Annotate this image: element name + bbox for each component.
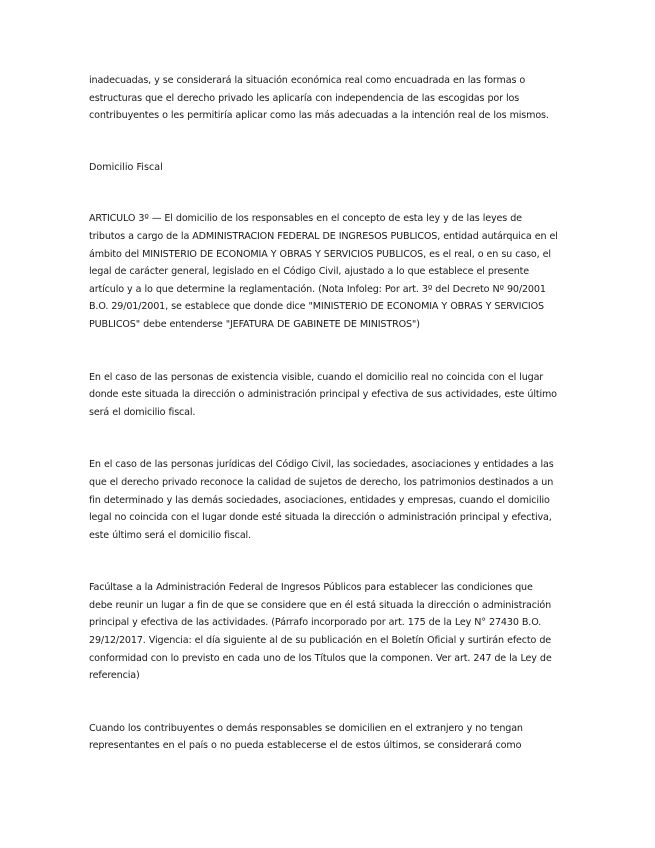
abroad-paragraph: Cuando los contribuyentes o demás responsables se domicilien en el extranjero y no tengan representantes en el país o no pueda establecerse el de estos últimos, se considerará como (89, 722, 523, 752)
document-page (89, 72, 559, 755)
faculty-paragraph: Facúltase a la Administración Federal de Ingresos Públicos para establecer las condiciones que debe reunir un lugar a fin de que se considere que en él está situada la dirección o administración principal y efectiva de las actividades. (Párrafo incorporado por art. 175 de la Ley N° 27430 B.O. 29/12/2017. Vigencia: el día siguiente al de su publicación en el Boletín Oficial y surtirán efecto de conformidad con lo previsto en cada uno de los Títulos que la componen. Ver art. 247 de la Ley de referencia) (89, 582, 552, 682)
visible-persons-paragraph: En el caso de las personas de existencia visible, cuando el domicilio real no coincida con el lugar donde este situada la dirección o administración principal y efectiva de sus actividades, este último será el domicilio fiscal. (89, 371, 557, 418)
intro-paragraph: inadecuadas, y se considerará la situación económica real como encuadrada en las formas o estructuras que el derecho privado les aplicaría con independencia de las escogidas por los contribuyentes o les permitiría aplicar como las más adecuadas a la intención real de los mismos. (89, 75, 549, 122)
article-paragraph: ARTICULO 3º — El domicilio de los responsables en el concepto de esta ley y de las leyes de tributos a cargo de la ADMINISTRACION FEDERAL DE INGRESOS PUBLICOS, entidad autárquica en el ámbito del MINISTERIO DE ECONOMIA Y OBRAS Y SERVICIOS PUBLICOS, es el real, o en su caso, el legal de carácter general, legislado en el Código Civil, ajustado a lo que establece el presente artículo y a lo que determine la reglamentación. (Nota Infoleg: Por art. 3º del Decreto Nº 90/2001 B.O. 29/01/2001, se establece que donde dice "MINISTERIO DE ECONOMIA Y OBRAS Y SERVICIOS PUBLICOS" debe entenderse "JEFATURA DE GABINETE DE MINISTROS") (89, 213, 558, 330)
legal-persons-paragraph: En el caso de las personas jurídicas del Código Civil, las sociedades, asociaciones y entidades a las que el derecho privado reconoce la calidad de sujetos de derecho, los patrimonios destinados a un fin determinado y las demás sociedades, asociaciones, entidades y empresas, cuando el domicilio legal no coincida con el lugar donde esté situada la dirección o administración principal y efectiva, este último será el domicilio fiscal. (89, 459, 554, 541)
section-heading: Domicilio Fiscal (89, 161, 163, 173)
